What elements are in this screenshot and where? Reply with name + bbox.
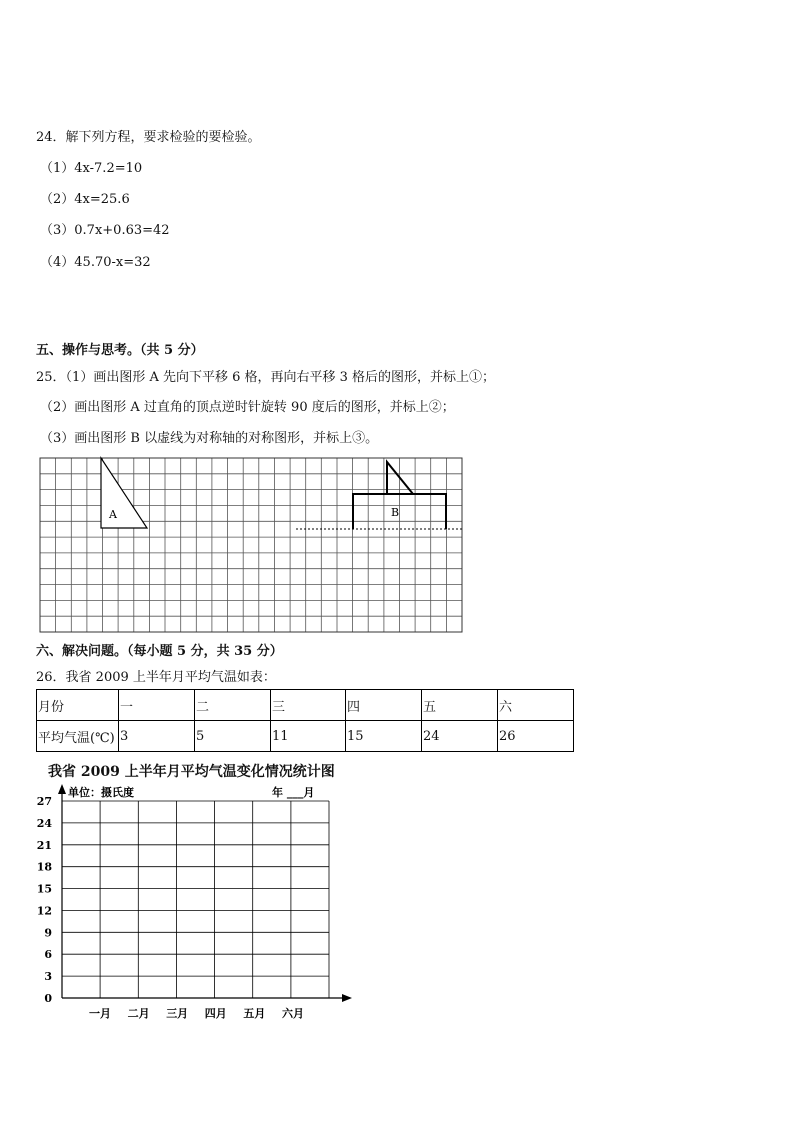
y-tick-label: 12	[36, 904, 52, 918]
table-cell: 26	[498, 721, 574, 752]
table-cell: 二	[195, 690, 271, 721]
table-cell: 一	[119, 690, 195, 721]
table-cell: 五	[422, 690, 498, 721]
y-tick-label: 24	[36, 816, 52, 830]
chart-unit-label: 单位：摄氏度	[68, 786, 134, 799]
y-tick-label: 9	[44, 926, 52, 940]
q24-item-1: （1）4x-7.2=10	[40, 161, 143, 176]
chart-title: 我省 2009 上半年月平均气温变化情况统计图	[48, 764, 335, 780]
y-tick-label: 18	[36, 860, 52, 874]
chart-x-labels	[89, 1006, 304, 1020]
y-tick-label: 3	[44, 970, 52, 984]
y-tick-label: 0	[44, 992, 52, 1005]
shape-b-label: B	[391, 506, 400, 519]
q25-line-3: （3）画出图形 B 以虚线为对称轴的对称图形，并标上③。	[40, 431, 379, 446]
q24-item-2: （2）4x=25.6	[40, 192, 130, 207]
table-cell: 15	[346, 721, 422, 752]
x-axis-arrow-icon	[342, 994, 352, 1002]
q26-heading: 26．我省 2009 上半年月平均气温如表：	[36, 670, 276, 685]
section-6-title: 六、解决问题。（每小题 5 分，共 35 分）	[36, 644, 283, 659]
q25-line-1: 25．（1）画出图形 A 先向下平移 6 格，再向右平移 3 格后的图形，并标上①；	[36, 370, 496, 385]
shape-a-label: A	[109, 508, 117, 521]
q24-heading: 24．解下列方程，要求检验的要检验。	[36, 130, 261, 145]
x-category-label: 四月	[204, 1007, 227, 1020]
y-axis-arrow-icon	[58, 784, 66, 794]
table-cell: 24	[422, 721, 498, 752]
x-category-label: 五月	[243, 1007, 266, 1020]
table-cell: 四	[346, 690, 422, 721]
table-cell: 3	[119, 721, 195, 752]
table-cell: 六	[498, 690, 574, 721]
y-tick-label: 6	[44, 948, 52, 962]
chart-y-tick-labels	[37, 795, 53, 1005]
x-category-label: 三月	[166, 1007, 189, 1020]
y-tick-label: 15	[36, 882, 52, 896]
table-cell: 5	[195, 721, 271, 752]
q25-line-2: （2）画出图形 A 过直角的顶点逆时针旋转 90 度后的图形，并标上②；	[40, 400, 455, 415]
table-cell: 月份	[37, 690, 119, 721]
x-category-label: 六月	[282, 1007, 304, 1020]
x-category-label: 二月	[127, 1007, 150, 1020]
y-tick-label: 27	[36, 795, 52, 808]
y-tick-label: 21	[36, 838, 52, 852]
chart-date-label: 年 ___月	[272, 786, 315, 799]
table-cell: 11	[271, 721, 346, 752]
table-cell: 三	[271, 690, 346, 721]
section-5-title: 五、操作与思考。（共 5 分）	[36, 343, 204, 358]
q24-item-4: （4）45.70-x=32	[40, 255, 151, 270]
x-category-label: 一月	[89, 1007, 111, 1020]
q24-item-3: （3）0.7x+0.63=42	[40, 223, 170, 238]
chart-grid	[62, 801, 329, 998]
table-cell: 平均气温(℃)	[37, 721, 119, 752]
